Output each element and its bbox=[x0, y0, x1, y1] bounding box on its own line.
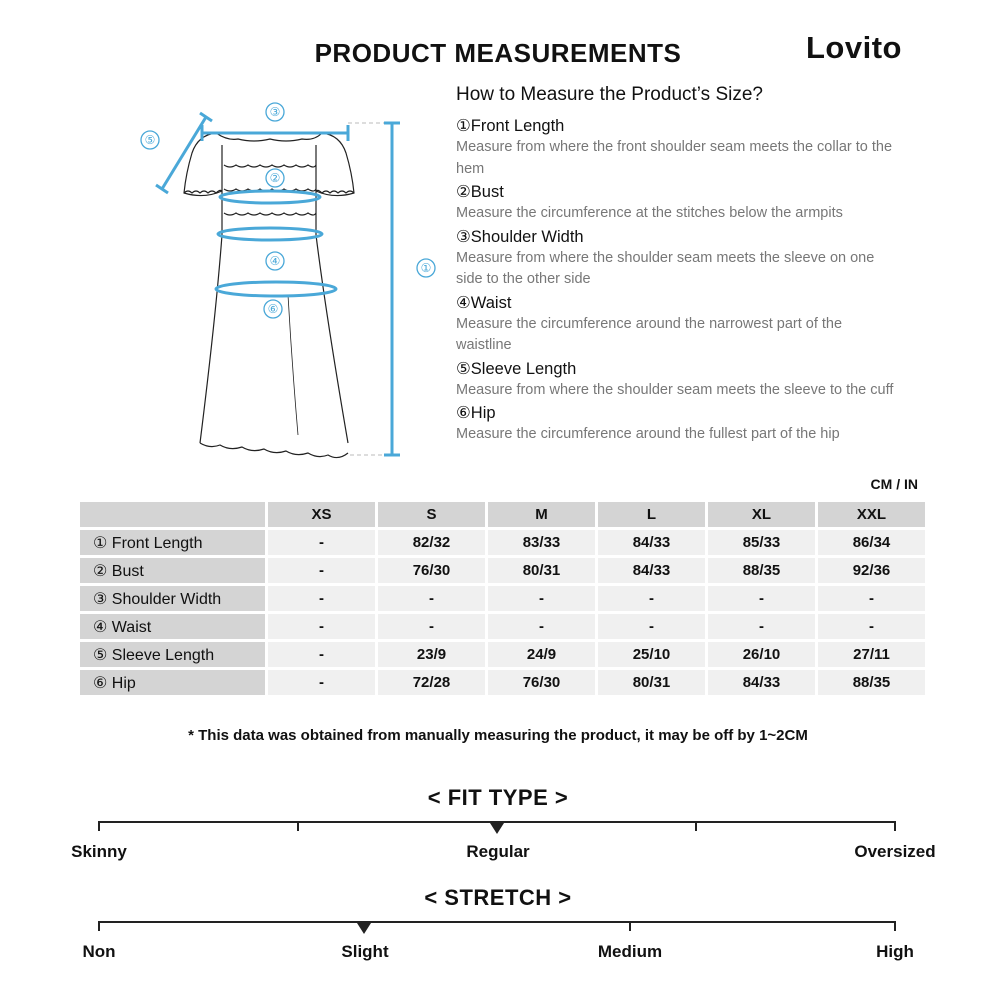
table-cell: 88/35 bbox=[818, 670, 925, 695]
size-table bbox=[77, 499, 928, 698]
table-header-row bbox=[80, 502, 925, 527]
scale-tick bbox=[894, 921, 896, 931]
table-cell: 84/33 bbox=[598, 558, 705, 583]
table-cell: 82/32 bbox=[378, 530, 485, 555]
row-label: ① Front Length bbox=[80, 530, 265, 555]
fit-label-skinny: Skinny bbox=[71, 842, 127, 861]
table-cell: 76/30 bbox=[378, 558, 485, 583]
table-cell: 84/33 bbox=[708, 670, 815, 695]
table-cell: - bbox=[598, 586, 705, 611]
stretch-label-non: Non bbox=[82, 942, 116, 961]
stretch-marker bbox=[357, 923, 371, 934]
table-cell: - bbox=[268, 642, 375, 667]
table-cell: - bbox=[488, 586, 595, 611]
row-label: ⑤ Sleeve Length bbox=[80, 642, 265, 667]
table-cell: - bbox=[378, 614, 485, 639]
measure-item-sleeve-length: ⑤Sleeve Length Measure from where the shoulder seam meets the sleeve to the cuff bbox=[456, 359, 894, 398]
callout-5: ⑤ bbox=[144, 133, 156, 147]
table-cell: - bbox=[268, 670, 375, 695]
table-corner bbox=[80, 502, 265, 527]
measurement-note: * This data was obtained from manually measuring the product, it may be off by 1~2CM bbox=[188, 727, 808, 744]
measure-item-shoulder-width: ③Shoulder Width Measure from where the shoulder seam meets the sleeve on one side to the other side bbox=[456, 227, 875, 287]
table-cell: - bbox=[268, 530, 375, 555]
stretch-label-medium: Medium bbox=[597, 942, 663, 961]
measure-item-front-length: ①Front Length Measure from where the front shoulder seam meets the collar to the hem bbox=[456, 117, 893, 177]
measure-item-bust: ②Bust Measure the circumference at the stitches below the armpits bbox=[456, 183, 843, 221]
callout-4: ④ bbox=[269, 254, 281, 268]
scale-tick bbox=[297, 821, 299, 831]
table-cell: 80/31 bbox=[598, 670, 705, 695]
table-cell: 23/9 bbox=[378, 642, 485, 667]
table-cell: - bbox=[268, 558, 375, 583]
table-cell: 80/31 bbox=[488, 558, 595, 583]
row-label: ② Bust bbox=[80, 558, 265, 583]
table-cell: - bbox=[708, 614, 815, 639]
table-cell: - bbox=[488, 614, 595, 639]
table-row bbox=[80, 670, 925, 695]
fit-label-regular: Regular bbox=[466, 842, 530, 861]
table-cell: - bbox=[708, 586, 815, 611]
table-cell: 72/28 bbox=[378, 670, 485, 695]
table-cell: - bbox=[818, 614, 925, 639]
table-cell: - bbox=[268, 614, 375, 639]
table-row bbox=[80, 642, 925, 667]
table-cell: 24/9 bbox=[488, 642, 595, 667]
measure-item-waist: ④Waist Measure the circumference around the narrowest part of the waistline bbox=[456, 293, 843, 353]
measure-item-hip: ⑥Hip Measure the circumference around the fullest part of the hip bbox=[456, 404, 840, 442]
size-header: XXL bbox=[818, 502, 925, 527]
table-row bbox=[80, 614, 925, 639]
scale-tick bbox=[98, 921, 100, 931]
stretch-label-high: High bbox=[876, 942, 914, 961]
size-header: S bbox=[378, 502, 485, 527]
table-cell: 84/33 bbox=[598, 530, 705, 555]
callout-3: ③ bbox=[269, 105, 281, 119]
table-cell: 25/10 bbox=[598, 642, 705, 667]
unit-label: CM / IN bbox=[870, 476, 918, 492]
fit-type-title: < FIT TYPE > bbox=[427, 785, 569, 810]
table-cell: 83/33 bbox=[488, 530, 595, 555]
fit-type-marker bbox=[490, 823, 504, 834]
howto-heading: How to Measure the Product’s Size? bbox=[456, 84, 763, 105]
row-label: ⑥ Hip bbox=[80, 670, 265, 695]
row-label: ③ Shoulder Width bbox=[80, 586, 265, 611]
stretch-title: < STRETCH > bbox=[424, 885, 572, 910]
table-cell: 92/36 bbox=[818, 558, 925, 583]
table-cell: - bbox=[598, 614, 705, 639]
table-cell: 26/10 bbox=[708, 642, 815, 667]
table-row bbox=[80, 586, 925, 611]
table-row bbox=[80, 558, 925, 583]
callout-2: ② bbox=[269, 171, 281, 185]
table-cell: 85/33 bbox=[708, 530, 815, 555]
size-header: XS bbox=[268, 502, 375, 527]
size-header: L bbox=[598, 502, 705, 527]
table-cell: 86/34 bbox=[818, 530, 925, 555]
how-to-measure bbox=[456, 84, 896, 448]
page-title: PRODUCT MEASUREMENTS bbox=[314, 38, 682, 68]
table-cell: 27/11 bbox=[818, 642, 925, 667]
table-cell: - bbox=[268, 586, 375, 611]
table-cell: - bbox=[378, 586, 485, 611]
stretch-scale bbox=[98, 921, 896, 923]
table-cell: 88/35 bbox=[708, 558, 815, 583]
scale-tick bbox=[98, 821, 100, 831]
size-header: M bbox=[488, 502, 595, 527]
brand-logo: Lovito bbox=[806, 30, 902, 65]
scale-tick bbox=[894, 821, 896, 831]
table-row bbox=[80, 530, 925, 555]
fit-label-oversized: Oversized bbox=[854, 842, 936, 861]
table-cell: 76/30 bbox=[488, 670, 595, 695]
dress-diagram bbox=[120, 95, 440, 470]
table-cell: - bbox=[818, 586, 925, 611]
callout-6: ⑥ bbox=[267, 302, 279, 316]
scale-tick bbox=[629, 921, 631, 931]
stretch-label-slight: Slight bbox=[341, 942, 389, 961]
size-header: XL bbox=[708, 502, 815, 527]
callout-1: ① bbox=[420, 261, 432, 275]
row-label: ④ Waist bbox=[80, 614, 265, 639]
scale-tick bbox=[695, 821, 697, 831]
